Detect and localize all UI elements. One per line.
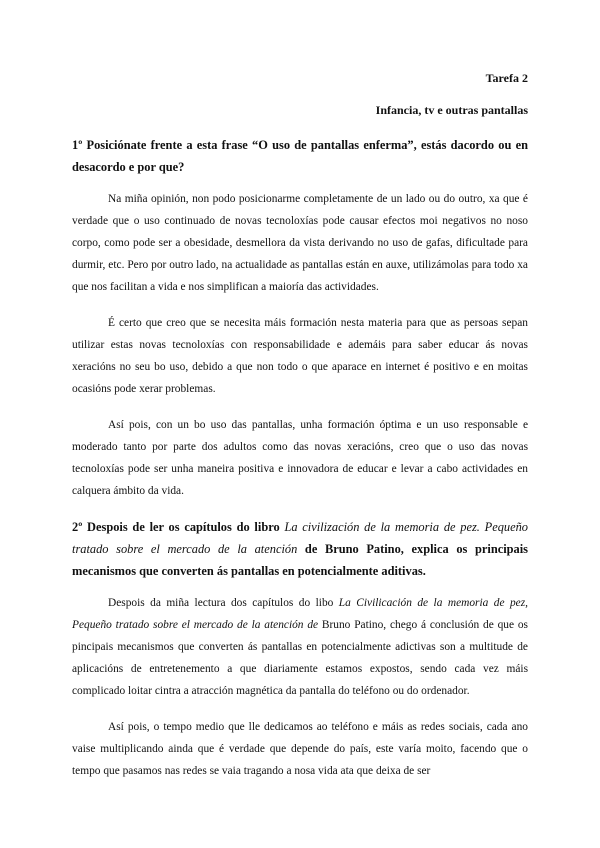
answer-1-paragraph-1: Na miña opinión, non podo posicionarme completamente de un lado ou do outro, xa que é verdade que o uso continuado de novas tecnoloxías pode causar efectos moi negativos no noso corpo, como pode ser a obesidade, desmellora da vista derivando no uso de gafas, dificultade para durmir, etc. Pero por outro lado, na actualidade as pantallas están en auxe, utilizámolas para todo xa que nos facilitan a vida e nos simplifican a maioría das actividades.: [72, 193, 528, 293]
answer-1-paragraph-2: É certo que creo que se necesita máis formación nesta materia para que as persoas sepan utilizar estas novas tecnoloxías con responsabilidade e ademáis para saber educar ás novas xeracións no seu bo uso, debido a que non todo o que aparace en internet é positivo e en moitas ocasións pode xerar problemas.: [72, 317, 528, 395]
document-page: [72, 70, 528, 796]
question-1: 1º Posiciónate frente a esta frase “O uso de pantallas enferma”, estás dacordo ou en desacordo e por que?: [72, 138, 528, 174]
assignment-title: Tarefa 2: [485, 71, 528, 85]
answer-2-paragraph-1: [72, 592, 528, 702]
answer-2-p1-start: Despois da miña lectura dos capítulos do libo: [108, 597, 339, 609]
assignment-subtitle: Infancia, tv e outras pantallas: [375, 103, 528, 117]
question-2-start: 2º Despois de ler os capítulos do libro: [72, 520, 285, 534]
answer-2-p1-end: Bruno Patino, chego á conclusión de que os pincipais mecanismos que converten ás pantallas en potencialmente adictivas son a multitude de aplicacións de entretenemento a que diariamente estamos expostos, sendo cada vez máis complicado loitar cintra a atracción magnética da pantalla do teléfono ou do ordenador.: [72, 619, 528, 697]
question-2-end: de Bruno Patino, explica os principais mecanismos que converten ás pantallas en potencialmente aditivas.: [72, 542, 529, 578]
answer-2-paragraph-2: Así pois, o tempo medio que lle dedicamos ao teléfono e máis as redes sociais, cada ano vaise multiplicando ainda que é verdade que depende do país, este varía moito, facendo que o tempo que pasamos nas redes se vaia tragando a nosa vida ata que deixa de ser: [72, 721, 528, 777]
answer-2-book-title: La Civilicación de la memoria de pez, Pequeño tratado sobre el mercado de la atención de: [72, 597, 528, 631]
answer-1-paragraph-3: Así pois, con un bo uso das pantallas, unha formación óptima e un uso responsable e moderado tanto por parte dos adultos como das novas xeracións, creo que o uso das novas tecnoloxías pode ser unha maneira positiva e innovadora de educar e levar a cabo actividades en calquera ámbito da vida.: [72, 419, 528, 497]
question-2-book-title: La civilización de la memoria de pez. Pequeño tratado sobre el mercado de la atención: [72, 520, 528, 556]
question-2: [72, 516, 528, 582]
